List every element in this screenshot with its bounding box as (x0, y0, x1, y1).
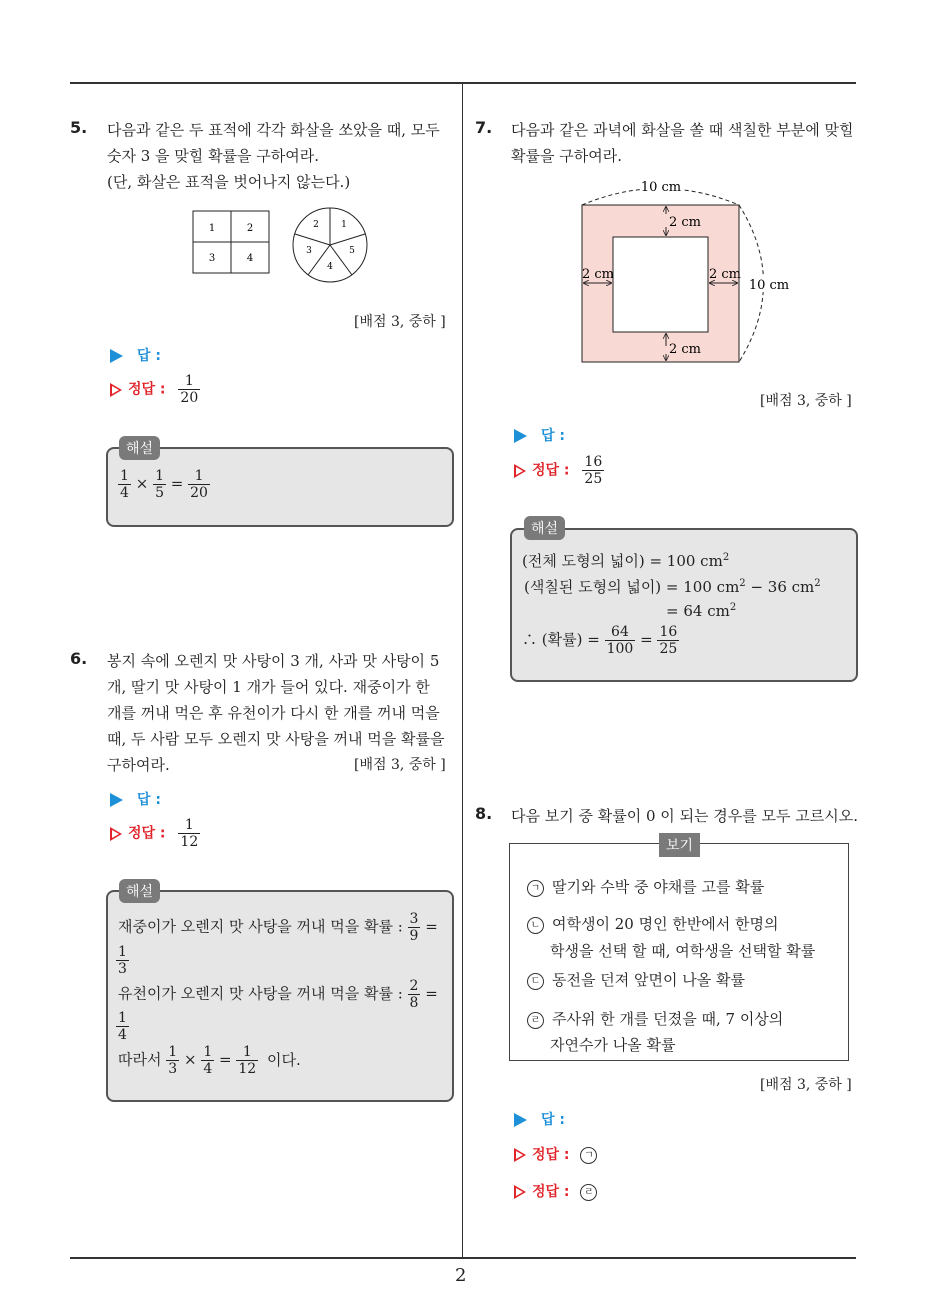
q5-haeseol-tag: 해설 (119, 436, 160, 460)
q6-sol2-num: 2 (409, 978, 419, 994)
q5-correct-den: 20 (180, 390, 199, 407)
q6-number: 6. (70, 649, 88, 668)
column-divider (462, 84, 463, 1258)
q6-sol2b-frac (116, 1010, 129, 1043)
q8-number: 8. (475, 804, 493, 823)
q8-item-3 (527, 969, 745, 990)
q6-sol2b-den: 4 (118, 1027, 127, 1044)
times-sign: × (135, 474, 149, 493)
q7-target-figure (570, 172, 800, 372)
q6-sol1-den: 9 (409, 928, 419, 945)
q8-correct-row-1 (514, 1144, 605, 1164)
correct-arrow-icon (110, 827, 122, 841)
correct-arrow-icon (514, 464, 526, 478)
q5-score: [배점 3, 중하 ] (354, 314, 446, 330)
grid-cell-1: 1 (208, 223, 216, 234)
q5-number: 5. (70, 118, 88, 137)
q7-correct-num: 16 (584, 454, 603, 470)
q6-correct-den: 12 (180, 834, 199, 851)
q7-score: [배점 3, 중하 ] (760, 393, 852, 409)
grid-cell-4: 4 (246, 253, 254, 264)
q6-text-5: 구하여라. (107, 756, 170, 774)
q7-correct-fraction (582, 454, 604, 487)
q6-sol2-frac (408, 978, 421, 1011)
circle-target (293, 208, 367, 282)
q6-correct-row (110, 817, 200, 850)
bottom-rule (70, 1257, 856, 1259)
q8-correct-label-2: 정답 : (532, 1184, 570, 1200)
q8-answer-label: 답 : (541, 1112, 565, 1128)
q7-sol4-b-den: 25 (659, 641, 678, 658)
q8-correct-row-2 (514, 1181, 605, 1201)
q7-sol-line2-sup-a: 2 (739, 578, 746, 589)
q6-sol3-a (166, 1044, 179, 1077)
q6-text-3: 개를 꺼내 먹은 후 유천이가 다시 한 개를 꺼내 먹을 (107, 704, 440, 722)
q6-sol3-b-den: 4 (203, 1061, 213, 1078)
q6-sol2b-num: 1 (118, 1010, 127, 1026)
q8-item-2-cont: 학생을 선택 할 때, 여학생을 선택할 확률 (550, 942, 816, 960)
q7-sol-line3: = 64 cm (666, 602, 730, 620)
circle-sector-5: 5 (349, 246, 355, 256)
q5-sol-a-den: 4 (120, 485, 129, 502)
q6-sol3-c-den: 12 (238, 1061, 257, 1078)
q7-sol-line2-sup-b: 2 (814, 578, 821, 589)
circle-sector-2: 2 (313, 220, 319, 230)
q8-item-3-text: 동전을 던져 앞면이 나올 확률 (552, 971, 745, 989)
dim-inner-top-label: 2 cm (669, 215, 702, 230)
q5-sol-b-num: 1 (155, 468, 164, 484)
q6-solution-line-2 (118, 978, 438, 1011)
q6-sol3-c-num: 1 (236, 1044, 258, 1061)
q5-sol-b-den: 5 (155, 485, 164, 502)
q6-solution-line-1 (118, 911, 438, 944)
q6-text-4: 때, 두 사람 모두 오렌지 맛 사탕을 꺼내 먹을 확률을 (107, 730, 445, 748)
circled-rieul-icon: ㄹ (527, 1012, 544, 1029)
q6-sol3-b (201, 1044, 214, 1077)
answer-arrow-icon (110, 349, 123, 363)
q6-text-1: 봉지 속에 오렌지 맛 사탕이 3 개, 사과 맛 사탕이 5 (107, 652, 440, 670)
q6-sol3-c (236, 1044, 258, 1077)
q6-solution-line-2b (116, 1010, 129, 1043)
circled-digeut-icon: ㄷ (527, 973, 544, 990)
q8-score: [배점 3, 중하 ] (760, 1077, 852, 1093)
q8-answer-row[interactable] (514, 1109, 565, 1129)
q8-question: 다음 보기 중 확률이 0 이 되는 경우를 모두 고르시오. (511, 807, 859, 825)
q7-sol4-a-den: 100 (606, 641, 634, 658)
equals-sign: = (170, 474, 184, 493)
top-rule (70, 82, 856, 84)
equals-sign: = (640, 630, 653, 649)
q7-correct-row (514, 454, 604, 487)
q6-score: [배점 3, 중하 ] (354, 757, 446, 773)
q7-answer-label: 답 : (541, 428, 565, 444)
q6-sol1b-num: 1 (118, 944, 127, 960)
q6-sol3-end: 이다. (267, 1050, 301, 1069)
q8-item-4-text-1: 주사위 한 개를 던졌을 때, 7 이상의 (552, 1010, 784, 1028)
q5-sol-a-num: 1 (120, 468, 129, 484)
q5-answer-row[interactable] (110, 345, 161, 365)
circled-rieul-icon: ㄹ (580, 1184, 597, 1201)
dim-right-label: 10 cm (748, 278, 790, 293)
q5-solution-expr (118, 468, 210, 501)
equals-sign: = (425, 984, 438, 1003)
q8-correct-label-1: 정답 : (532, 1147, 570, 1163)
q8-item-1-text: 딸기와 수박 중 야채를 고를 확률 (552, 878, 765, 896)
q6-sol1-frac (408, 911, 421, 944)
q7-correct-label: 정답 : (532, 462, 570, 479)
answer-arrow-icon (110, 793, 123, 807)
grid-cell-3: 3 (208, 253, 216, 264)
answer-arrow-icon (514, 1113, 527, 1127)
q5-text-3: (단, 화살은 표적을 벗어나지 않는다.) (107, 173, 351, 191)
q6-sol3-text: 따라서 (118, 1050, 162, 1069)
q8-item-2-text-1: 여학생이 20 명인 한반에서 한명의 (552, 915, 779, 933)
q8-item-4 (527, 1008, 783, 1029)
q5-correct-num: 1 (178, 373, 200, 390)
q7-correct-den: 25 (584, 471, 603, 488)
circled-giyeok-icon: ㄱ (527, 880, 544, 897)
q7-text-1: 다음과 같은 과녁에 화살을 쏠 때 색칠한 부분에 맞힐 (511, 121, 854, 139)
q6-sol1b-den: 3 (118, 961, 127, 978)
q6-sol1-text: 재중이가 오렌지 맛 사탕을 꺼내 먹을 확률 : (118, 917, 403, 936)
equals-sign: = (219, 1050, 232, 1069)
answer-arrow-icon (514, 429, 527, 443)
q7-solution-line-4 (522, 624, 679, 657)
q7-number: 7. (475, 118, 493, 137)
correct-arrow-icon (110, 383, 122, 397)
q8-item-1 (527, 876, 764, 897)
q7-sol-line2b: − 36 cm (745, 578, 815, 596)
q6-answer-label: 답 : (137, 792, 161, 808)
circle-sector-4: 4 (327, 262, 333, 272)
q6-solution-line-1b (116, 944, 129, 977)
q6-correct-fraction (178, 817, 200, 850)
correct-arrow-icon (514, 1148, 526, 1162)
q7-sol4-a (605, 624, 636, 657)
q5-targets-figure (190, 205, 380, 285)
q5-sol-a (118, 468, 131, 501)
dim-inner-left-label: 2 cm (582, 267, 615, 282)
q7-answer-row[interactable] (514, 425, 565, 445)
q8-item-4-cont: 자연수가 나올 확률 (550, 1036, 676, 1054)
circle-sector-1: 1 (341, 220, 347, 230)
equals-sign: = (425, 917, 438, 936)
q7-sol-line1: (전체 도형의 넓이) = 100 cm (522, 552, 723, 570)
dim-top-label: 10 cm (640, 180, 682, 195)
page-number: 2 (455, 1265, 467, 1286)
q6-sol3-b-num: 1 (203, 1044, 213, 1060)
q6-sol2-text: 유천이가 오렌지 맛 사탕을 꺼내 먹을 확률 : (118, 984, 403, 1003)
q5-text-1: 다음과 같은 두 표적에 각각 화살을 쏘았을 때, 모두 (107, 121, 440, 139)
q7-text-2: 확률을 구하여라. (511, 147, 622, 165)
q7-sol4-a-num: 64 (605, 624, 636, 641)
q7-sol4-b (657, 624, 679, 657)
q6-sol3-a-den: 3 (168, 1061, 178, 1078)
dim-inner-bottom-label: 2 cm (669, 342, 702, 357)
q5-sol-c-num: 1 (188, 468, 210, 485)
q8-item-2 (527, 913, 779, 934)
times-sign: × (183, 1050, 197, 1069)
q7-solution-line-3 (666, 602, 736, 620)
q6-sol3-a-num: 1 (168, 1044, 178, 1060)
inner-square (613, 237, 708, 332)
q6-sol1-num: 3 (409, 911, 419, 927)
q8-bogi-tag: 보기 (659, 833, 700, 857)
circled-nieun-icon: ㄴ (527, 917, 544, 934)
q7-solution-line-1 (522, 550, 729, 571)
q5-correct-label: 정답 : (128, 381, 166, 398)
circled-giyeok-icon: ㄱ (580, 1147, 597, 1164)
q5-text-2: 숫자 3 을 맞힐 확률을 구하여라. (107, 147, 320, 165)
q5-sol-c (188, 468, 210, 501)
q7-sol4-b-num: 16 (659, 624, 678, 640)
q6-sol2-den: 8 (409, 995, 419, 1012)
q5-sol-b (153, 468, 166, 501)
circle-sector-3: 3 (306, 246, 312, 256)
q6-correct-num: 1 (178, 817, 200, 834)
q5-sol-c-den: 20 (190, 485, 208, 502)
q7-haeseol-tag: 해설 (524, 516, 565, 540)
q6-correct-label: 정답 : (128, 825, 166, 842)
q6-solution-line-3 (118, 1044, 301, 1077)
q5-correct-fraction (178, 373, 200, 406)
q5-answer-label: 답 : (137, 348, 161, 364)
q7-sol-line4-pre: ∴ (확률) = (522, 630, 600, 649)
q5-correct-row (110, 373, 200, 406)
grid-cell-2: 2 (246, 223, 254, 234)
q6-text-2: 개, 딸기 맛 사탕이 1 개가 들어 있다. 재중이가 한 (107, 678, 430, 696)
correct-arrow-icon (514, 1185, 526, 1199)
q6-haeseol-tag: 해설 (119, 879, 160, 903)
q6-answer-row[interactable] (110, 789, 161, 809)
q7-sol-line1-sup: 2 (722, 552, 730, 563)
dim-inner-right-label: 2 cm (709, 267, 742, 282)
q7-sol-line3-sup: 2 (729, 602, 737, 613)
q7-solution-line-2 (524, 576, 821, 597)
q7-sol-line2: (색칠된 도형의 넓이) = 100 cm (524, 578, 740, 596)
square-target (193, 211, 269, 273)
q6-sol1b-frac (116, 944, 129, 977)
